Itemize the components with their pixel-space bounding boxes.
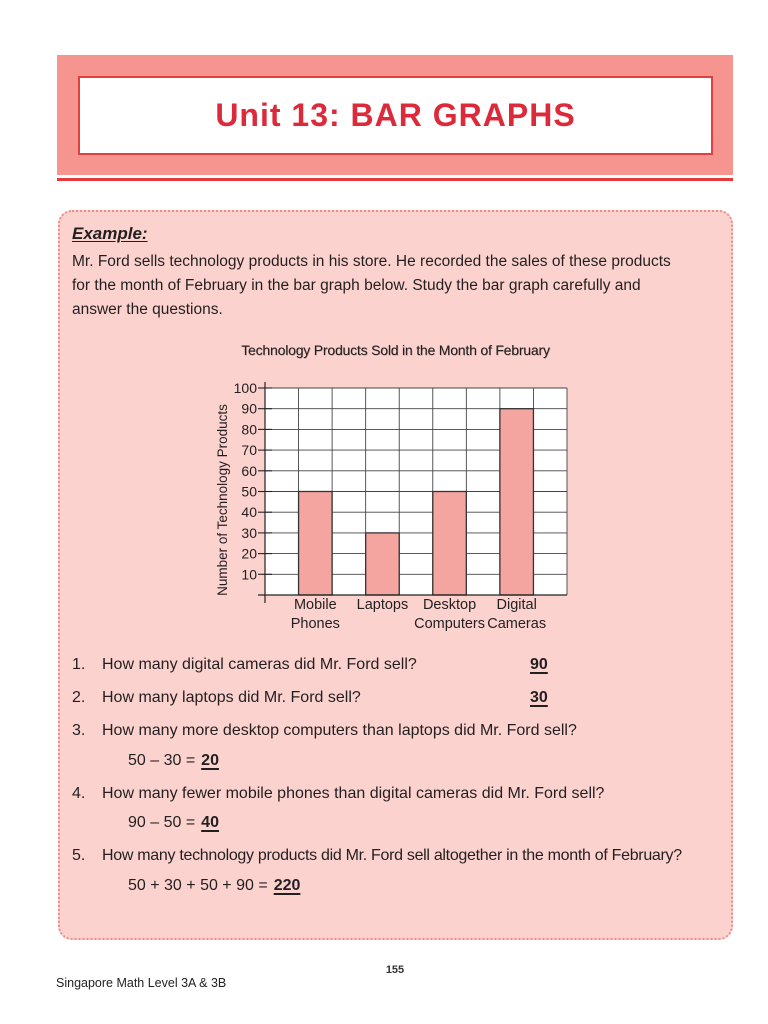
y-axis-label: Number of Technology Products [215,404,230,596]
x-tick-label [357,597,409,613]
question-number: 2. [72,689,86,706]
working-expression: 90 – 50 = [128,814,196,831]
y-tick-label: 70 [241,442,257,459]
x-tick-label-line: Laptops [356,597,409,613]
y-tick-label: 30 [241,524,257,541]
question-number: 1. [72,656,86,673]
example-label: Example: [72,224,148,243]
x-tick-label-line: Phones [290,616,340,632]
question-2 [72,688,722,708]
x-tick-label [414,597,485,632]
x-tick-label-line: Cameras [487,616,547,632]
unit-header-band [57,55,733,175]
x-tick-label [291,597,340,632]
question-answer: 90 [530,656,548,673]
question-text: How many digital cameras did Mr. Ford sell? [102,656,417,673]
unit-title-box [78,76,713,155]
x-tick-label-line: Mobile [293,597,337,613]
bar-digital-cameras [500,409,534,595]
bar-chart [200,370,590,640]
intro-line: for the month of February in the bar graph below. Study the bar graph carefully and [72,277,641,294]
y-tick-label: 60 [241,462,257,479]
x-tick-label [487,597,546,632]
x-tick-label-line: Digital [496,597,537,613]
question-answer: 20 [201,752,219,769]
page-number: 155 [385,964,405,976]
working-expression: 50 + 30 + 50 + 90 = [128,877,268,894]
question-1 [72,655,722,675]
book-title: Singapore Math Level 3A & 3B [56,976,227,990]
question-answer: 30 [530,689,548,706]
question-number: 5. [72,847,86,864]
y-tick-label: 10 [241,566,257,583]
y-tick-label: 90 [241,400,257,417]
question-text: How many more desktop computers than laptops did Mr. Ford sell? [102,722,577,739]
y-tick-label: 80 [241,421,257,438]
question-number: 3. [72,722,86,739]
intro-line: answer the questions. [72,301,223,318]
x-tick-label-line: Desktop [422,597,477,613]
question-3-working [128,751,219,771]
working-expression: 50 – 30 = [128,752,196,769]
intro-line: Mr. Ford sells technology products in his store. He recorded the sales of these products [72,253,671,270]
question-text: How many technology products did Mr. Ford sell altogether in the month of February? [102,847,682,864]
question-4 [72,784,722,804]
bar-mobile-phones [299,492,333,596]
question-text: How many fewer mobile phones than digital cameras did Mr. Ford sell? [102,785,605,802]
y-tick-label: 40 [241,504,257,521]
question-text: How many laptops did Mr. Ford sell? [102,689,361,706]
y-tick-label: 20 [241,545,257,562]
question-5 [72,846,722,866]
question-answer: 40 [201,814,219,831]
example-box [58,210,733,940]
y-tick-label: 100 [233,380,257,396]
x-tick-label-line: Computers [414,616,486,632]
header-divider [57,178,733,181]
example-intro [72,250,671,322]
question-answer: 220 [273,877,301,894]
question-number: 4. [72,785,86,802]
chart-title: Technology Products Sold in the Month of February [241,342,550,358]
question-4-working [128,813,219,833]
bar-laptops [366,533,400,595]
y-tick-label: 50 [241,483,257,500]
question-5-working [128,876,300,896]
question-3 [72,721,722,741]
unit-title: Unit 13: BAR GRAPHS [215,97,576,133]
bar-desktop-computers [433,492,467,596]
